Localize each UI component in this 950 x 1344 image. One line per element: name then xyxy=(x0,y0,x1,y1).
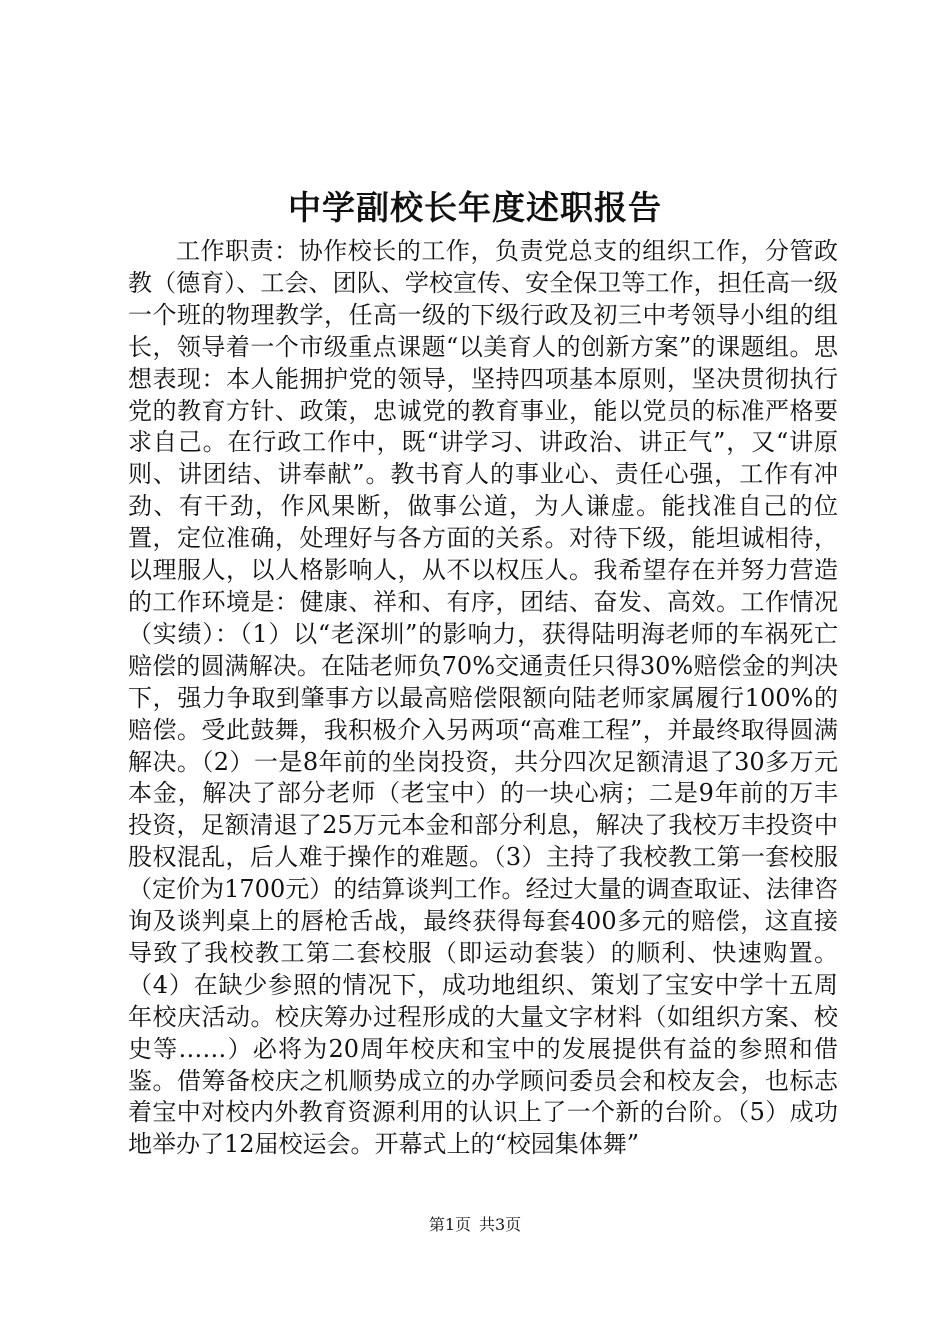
document-title: 中学副校长年度述职报告 xyxy=(288,188,662,227)
page-number-total: 共3页 xyxy=(479,1215,522,1234)
body-paragraph: 工作职责：协作校长的工作，负责党总支的组织工作，分管政教（德育）、工会、团队、学校宣传、安全保卫等工作，担任高一级一个班的物理教学，任高一级的下级行政及初三中考领导小组的组长，领导着一个市级重点课题“以美育人的创新方案”的课题组。思想表现：本人能拥护党的领导，坚持四项基本原则，坚决贯彻执行党的教育方针、政策，忠诚党的教育事业，能以党员的标准严格要求自己。在行政工作中，既“讲学习、讲政治、讲正气”，又“讲原则、讲团结、讲奉献”。教书育人的事业心、责任心强，工作有冲劲、有干劲，作风果断，做事公道，为人谦虚。能找准自己的位置，定位准确，处理好与各方面的关系。对待下级，能坦诚相待，以理服人，以人格影响人，从不以权压人。我希望存在并努力营造的工作环境是：健康、祥和、有序，团结、奋发、高效。工作情况（实绩）：（1）以“老深圳”的影响力，获得陆明海老师的车祸死亡赔偿的圆满解决。在陆老师负70%交通责任只得30%赔偿金的判决下，强力争取到肇事方以最高赔偿限额向陆老师家属履行100%的赔偿。受此鼓舞，我积极介入另两项“高难工程”，并最终取得圆满解决。（2）一是8年前的坐岗投资，共分四次足额清退了30多万元本金，解决了部分老师（老宝中）的一块心病；二是9年前的万丰投资，足额清退了25万元本金和部分利息，解决了我校万丰投资中股权混乱，后人难于操作的难题。（3）主持了我校教工第一套校服（定价为1700元）的结算谈判工作。经过大量的调查取证、法律咨询及谈判桌上的唇枪舌战，最终获得每套400多元的赔偿，这直接导致了我校教工第二套校服（即运动套装）的顺利、快速购置。（4）在缺少参照的情况下，成功地组织、策划了宝安中学十五周年校庆活动。校庆筹办过程形成的大量文字材料（如组织方案、校史等……）必将为20周年校庆和宝中的发展提供有益的参照和借鉴。借筹备校庆之机顺势成立的办学顾问委员会和校友会，也标志着宝中对校内外教育资源利用的认识上了一个新的台阶。（5）成功地举办了12届校运会。开幕式上的“校园集体舞” xyxy=(128,237,838,1159)
page-number-current: 第1页 xyxy=(428,1215,471,1234)
page-footer xyxy=(0,1215,950,1235)
